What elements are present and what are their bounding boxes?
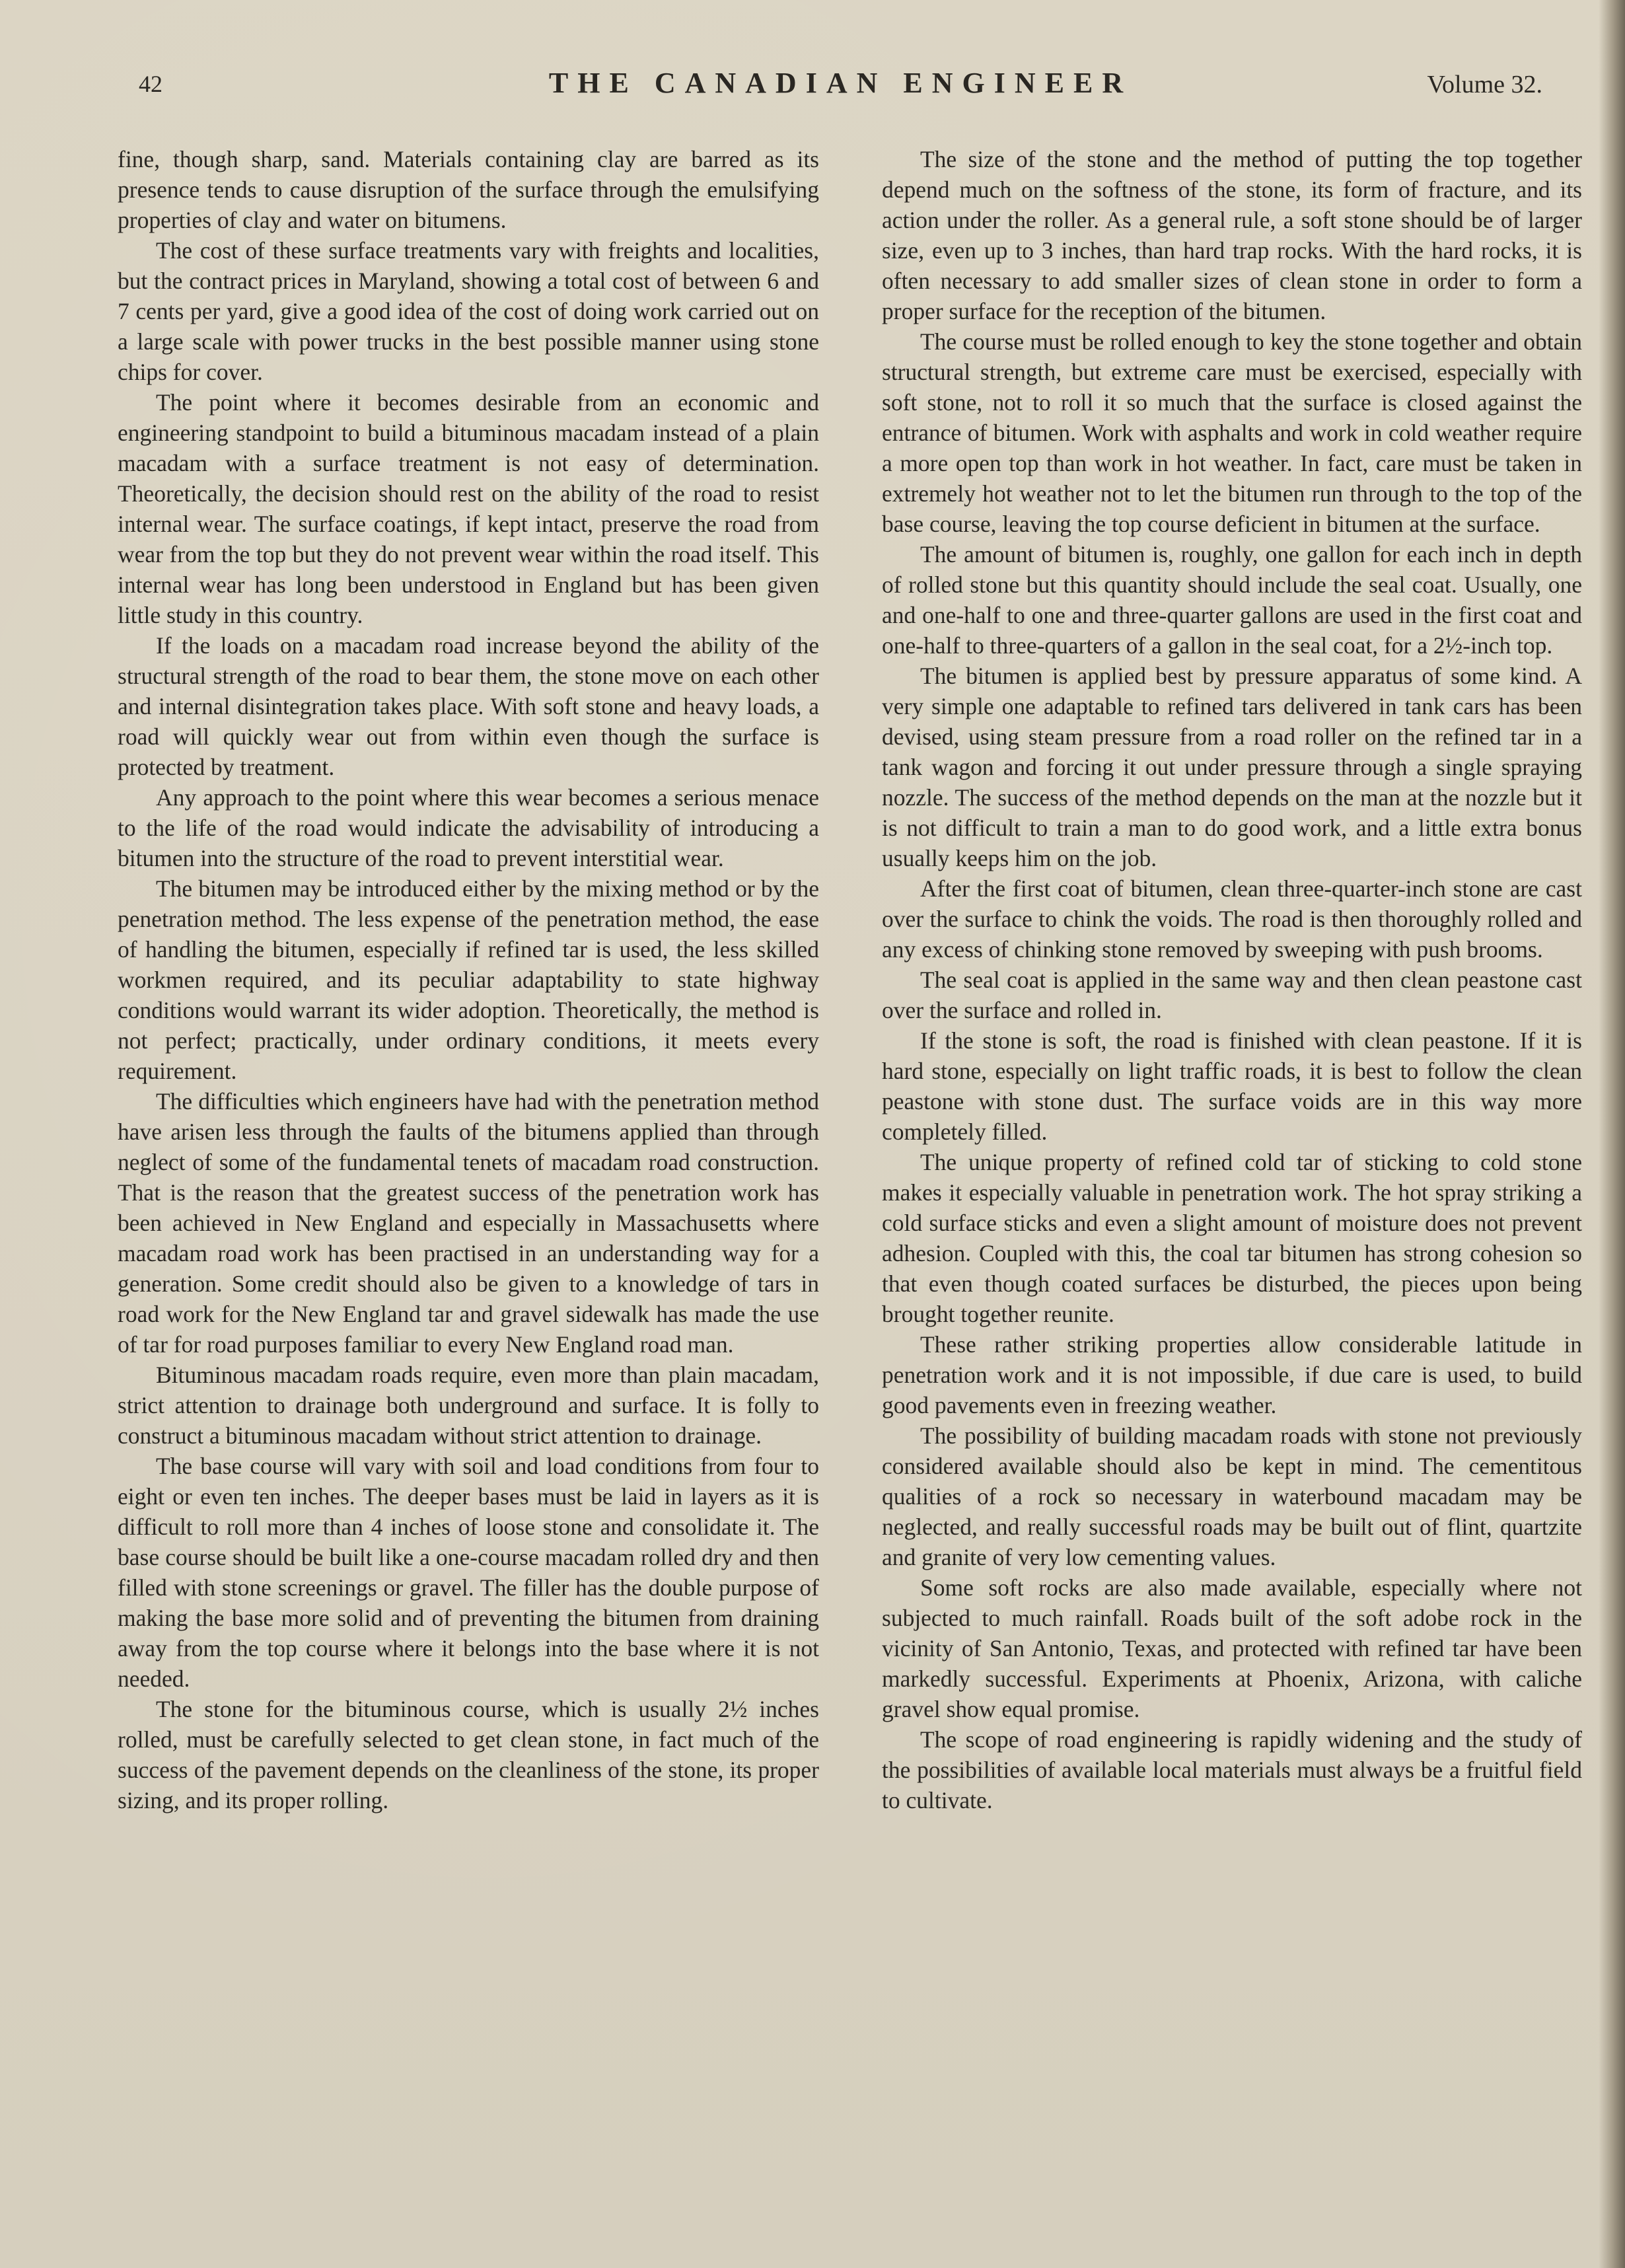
paragraph: The course must be rolled enough to key the stone together and obtain structural strength, but extreme care must be exercised, especially with soft stone, not to roll it so much that the surface is closed against the entrance of bitumen. Work with asphalts and work in cold weather require a more open top than work in hot weather. In fact, care must be taken in extremely hot weather not to let the bitumen run through to the top of the base course, leaving the top course deficient in bitumen at the surface. [882,328,1582,537]
journal-title: THE CANADIAN ENGINEER [548,67,1133,99]
paragraph: The cost of these surface treatments vary with freights and localities, but the contract prices in Maryland, showing a total cost of between 6 and 7 cents per yard, give a good idea of the cost of doing work carried out on a large scale with power trucks in the best possible manner using stone chips for cover. [118,237,819,385]
page-spine-shadow [1599,0,1625,2268]
left-column [118,144,819,1815]
paragraph: The unique property of refined cold tar of sticking to cold stone makes it especially valuable in penetration work. The hot spray striking a cold surface sticks and even a slight amount of moisture does not prevent adhesion. Coupled with this, the coal tar bitumen has strong cohesion so that even though coated surfaces be disturbed, the pieces upon being brought together reunite. [882,1149,1582,1327]
paragraph: The stone for the bituminous course, which is usually 2½ inches rolled, must be carefully selected to get clean stone, in fact much of the success of the pavement depends on the cleanliness of the stone, its proper sizing, and its proper rolling. [118,1696,819,1813]
paragraph: The size of the stone and the method of putting the top together depend much on the softness of the stone, its form of fracture, and its action under the roller. As a general rule, a soft stone should be of larger size, even up to 3 inches, than hard trap rocks. With the hard rocks, it is often necessary to add smaller sizes of clean stone in order to form a proper surface for the reception of the bitumen. [882,146,1582,324]
paragraph: If the loads on a macadam road increase beyond the ability of the structural strength of the road to bear them, the stone move on each other and internal disintegration takes place. With soft stone and heavy loads, a road will quickly wear out from within even though the surface is protected by treatment. [118,632,819,780]
paragraph: The bitumen is applied best by pressure apparatus of some kind. A very simple one adaptable to refined tars delivered in tank cars has been devised, using steam pressure from a road roller on the refined tar in a tank wagon and forcing it out under pressure through a single spraying nozzle. The success of the method depends on the man at the nozzle but it is not difficult to train a man to do good work, and a little extra bonus usually keeps him on the job. [882,663,1582,871]
paragraph: Bituminous macadam roads require, even more than plain macadam, strict attention to drainage both underground and surface. It is folly to construct a bituminous macadam without strict attention to drainage. [118,1362,819,1449]
paragraph: The scope of road engineering is rapidly widening and the study of the possibilities of available local materials must always be a fruitful field to cultivate. [882,1726,1582,1813]
paragraph: Some soft rocks are also made available, especially where not subjected to much rainfall. Roads built of the soft adobe rock in the vicinity of San Antonio, Texas, and protected with refined tar have been markedly successful. Experiments at Phoenix, Arizona, with caliche gravel show equal promise. [882,1574,1582,1722]
paragraph: The base course will vary with soil and load conditions from four to eight or even ten inches. The deeper bases must be laid in layers as it is difficult to roll more than 4 inches of loose stone and consolidate it. The base course should be built like a one-course macadam rolled dry and then filled with stone screenings or gravel. The filler has the double purpose of making the base more solid and of preventing the bitumen from draining away from the top course where it belongs into the base where it is not needed. [118,1453,819,1692]
paragraph: If the stone is soft, the road is finished with clean peastone. If it is hard stone, especially on light traffic roads, it is best to follow the clean peastone with stone dust. The surface voids are in this way more completely filled. [882,1027,1582,1145]
volume-label: Volume 32. [1427,71,1542,98]
paragraph: The difficulties which engineers have had with the penetration method have arisen less through the faults of the bitumens applied than through neglect of some of the fundamental tenets of macadam road construction. That is the reason that the greatest success of the penetration work has been achieved in New England and especially in Massachusetts where macadam road work has been practised in an understanding way for a generation. Some credit should also be given to a knowledge of tars in road work for the New England tar and gravel sidewalk has made the use of tar for road purposes familiar to every New England road man. [118,1088,819,1358]
paragraph: The possibility of building macadam roads with stone not previously considered available should also be kept in mind. The cementitous qualities of a rock so necessary in waterbound macadam may be neglected, and really successful roads may be built out of flint, quartzite and granite of very low cementing values. [882,1422,1582,1570]
right-column [882,144,1582,1815]
paragraph: After the first coat of bitumen, clean three-quarter-inch stone are cast over the surface to chink the voids. The road is then thoroughly rolled and any excess of chinking stone removed by sweeping with push brooms. [882,875,1582,963]
paragraph: These rather striking properties allow considerable latitude in penetration work and it is not impossible, if due care is used, to build good pavements even in freezing weather. [882,1331,1582,1418]
paragraph: The seal coat is applied in the same way and then clean peastone cast over the surface and rolled in. [882,967,1582,1023]
paragraph: The bitumen may be introduced either by the mixing method or by the penetration method. The less expense of the penetration method, the ease of handling the bitumen, especially if refined tar is used, the less skilled workmen required, and its peculiar adaptability to state highway conditions would warrant its wider adoption. Theoretically, the method is not perfect; practically, under ordinary conditions, it meets every requirement. [118,875,819,1084]
paragraph: Any approach to the point where this wear becomes a serious menace to the life of the road would indicate the advisability of introducing a bitumen into the structure of the road to prevent interstitial wear. [118,784,819,871]
paragraph: The point where it becomes desirable from an economic and engineering standpoint to build a bituminous macadam instead of a plain macadam with a surface treatment is not easy of determination. Theoretically, the decision should rest on the ability of the road to resist internal wear. The surface coatings, if kept intact, preserve the road from wear from the top but they do not prevent wear within the road itself. This internal wear has long been understood in England but has been given little study in this country. [118,389,819,628]
page-number: 42 [139,71,162,97]
paragraph: fine, though sharp, sand. Materials containing clay are barred as its presence tends to cause disruption of the surface through the emulsifying properties of clay and water on bitumens. [118,146,819,233]
paragraph: The amount of bitumen is, roughly, one gallon for each inch in depth of rolled stone but this quantity should include the seal coat. Usually, one and one-half to one and three-quarter gallons are used in the first coat and one-half to three-quarters of a gallon in the seal coat, for a 2½-inch top. [882,541,1582,659]
running-header [139,66,1542,106]
